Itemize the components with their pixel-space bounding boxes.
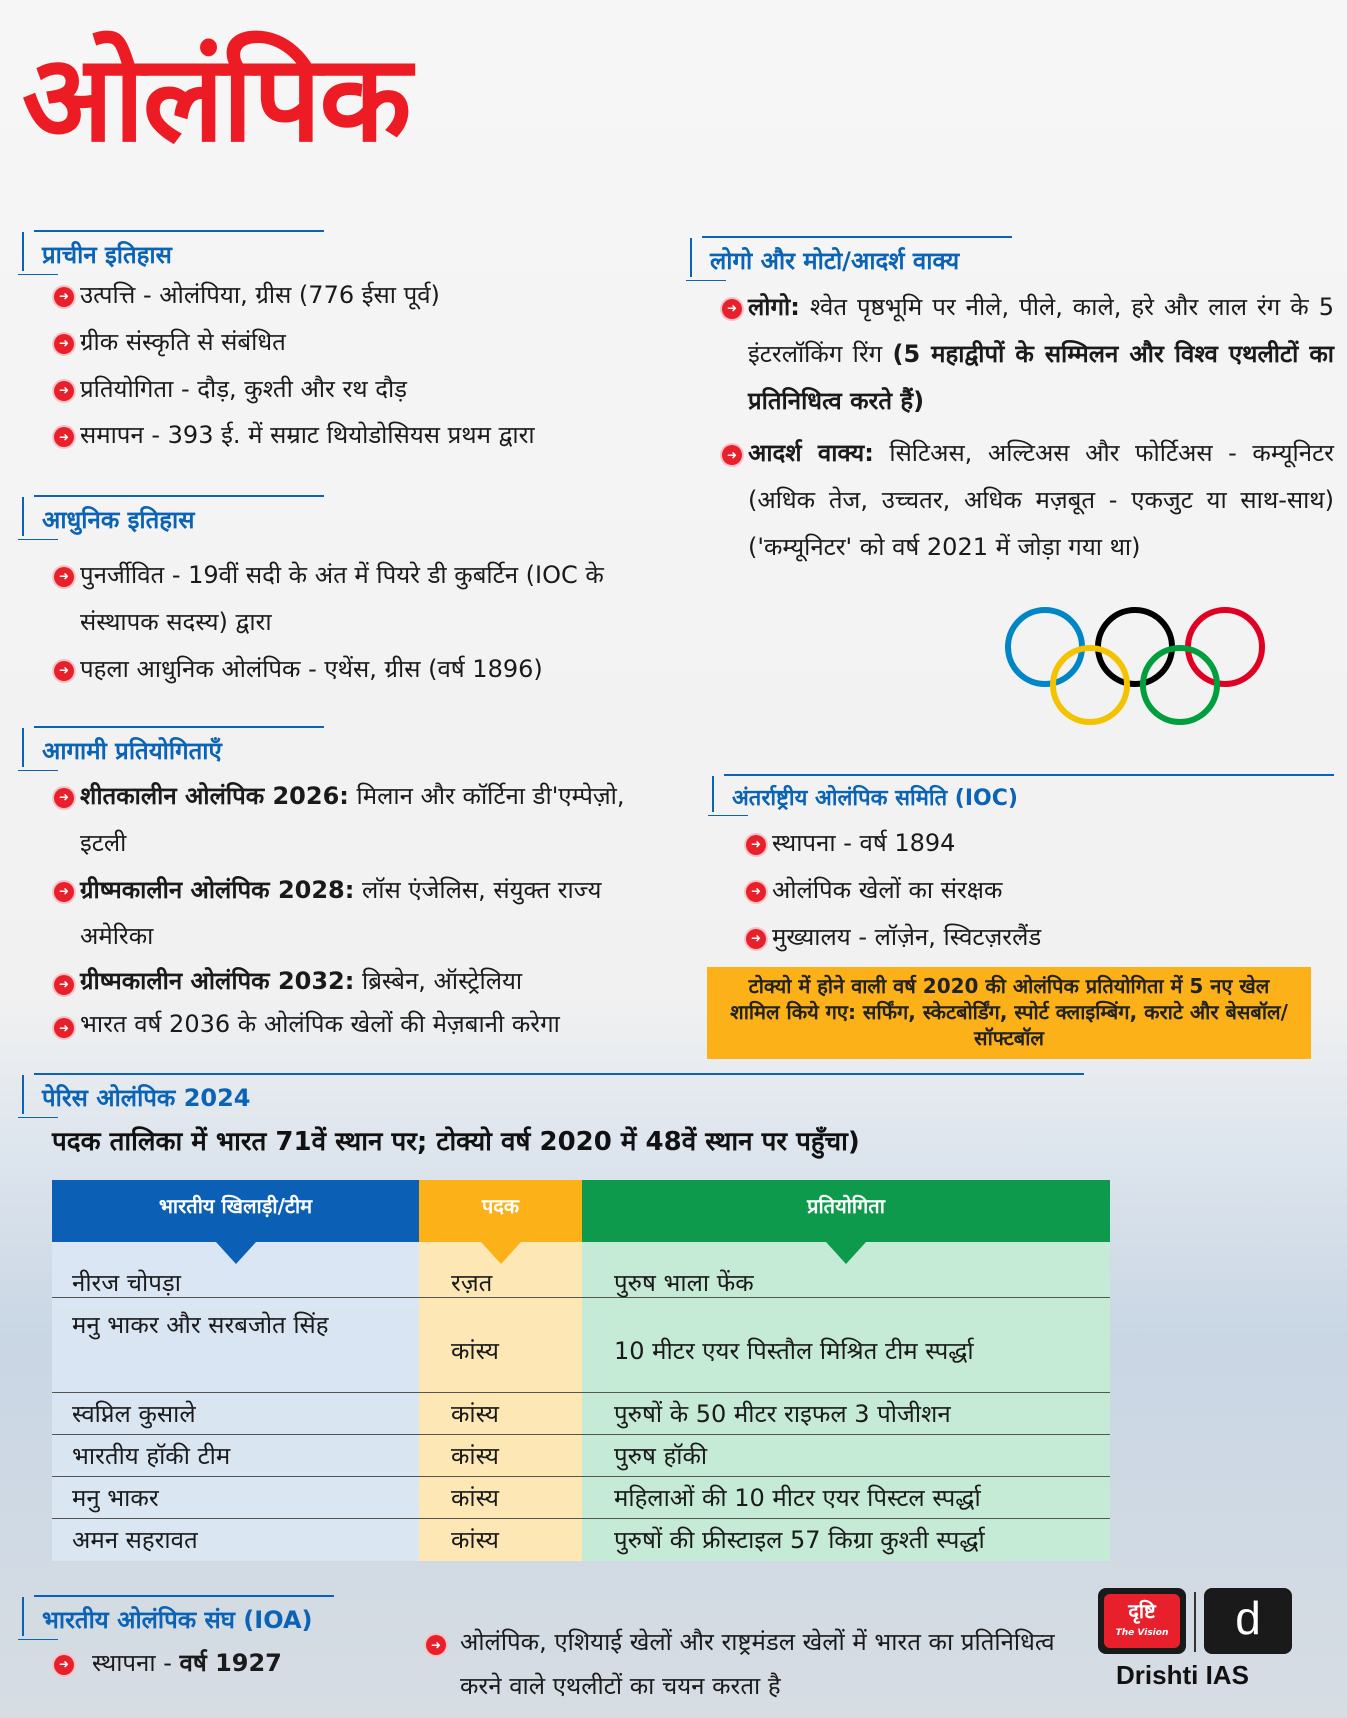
ioa-heading: भारतीय ओलंपिक संघ (IOA): [22, 1597, 313, 1636]
table-cell: नीरज चोपड़ा: [52, 1242, 419, 1297]
drishti-logo: [1098, 1588, 1318, 1696]
table-cell: कांस्य: [419, 1477, 582, 1518]
column-header-athlete: भारतीय खिलाड़ी/टीम: [52, 1180, 419, 1242]
list-item: ➜ ओलंपिक खेलों का संरक्षक: [746, 867, 1306, 914]
table-row: [52, 1435, 1110, 1477]
upcoming-list: [54, 773, 674, 1047]
ring-green: [1143, 648, 1217, 722]
arrow-bullet-icon: ➜: [722, 445, 742, 465]
table-cell: अमन सहरावत: [52, 1519, 419, 1561]
list-item: ➜ उत्पत्ति - ओलंपिया, ग्रीस (776 ईसा पूर्व): [54, 272, 674, 319]
list-item: ➜ प्रतियोगिता - दौड़, कुश्ती और रथ दौड़: [54, 366, 674, 413]
arrow-bullet-icon: ➜: [722, 299, 742, 319]
table-cell: कांस्य: [419, 1298, 582, 1392]
ioc-list: [746, 820, 1306, 960]
table-cell: महिलाओं की 10 मीटर एयर पिस्टल स्पर्द्धा: [582, 1477, 1110, 1518]
logo-motto-list: [722, 284, 1334, 571]
arrow-bullet-icon: ➜: [54, 661, 74, 681]
list-item: ➜ पुनर्जीवित - 19वीं सदी के अंत में पियरे डी कुबर्टिन (IOC के संस्थापक सदस्य) द्वारा: [54, 552, 664, 646]
list-item: ➜ ग्रीष्मकालीन ओलंपिक 2028: लॉस एंजेलिस, संयुक्त राज्य अमेरिका: [54, 867, 674, 961]
list-item: ➜ ग्रीक संस्कृति से संबंधित: [54, 319, 674, 366]
table-cell: पुरुष हॉकी: [582, 1435, 1110, 1476]
page-title: ओलंपिक: [22, 30, 410, 169]
table-cell: मनु भाकर और सरबजोत सिंह: [52, 1298, 419, 1392]
arrow-bullet-icon: ➜: [746, 835, 766, 855]
list-item: ➜ पहला आधुनिक ओलंपिक - एथेंस, ग्रीस (वर्ष 1896): [54, 646, 664, 693]
arrow-bullet-icon: ➜: [54, 882, 74, 902]
table-cell: 10 मीटर एयर पिस्तौल मिश्रित टीम स्पर्द्धा: [582, 1298, 1110, 1392]
table-cell: कांस्य: [419, 1435, 582, 1476]
table-cell: भारतीय हॉकी टीम: [52, 1435, 419, 1476]
column-header-medal: पदक: [419, 1180, 582, 1242]
arrow-bullet-icon: ➜: [54, 1655, 74, 1675]
ancient-history-list: [54, 272, 674, 459]
ioa-founded: [54, 1640, 414, 1687]
paris-heading: पेरिस ओलंपिक 2024: [22, 1075, 251, 1114]
ancient-history-heading: प्राचीन इतिहास: [22, 232, 172, 271]
arrow-bullet-icon: ➜: [54, 334, 74, 354]
table-header: [52, 1180, 1110, 1242]
arrow-bullet-icon: ➜: [54, 427, 74, 447]
upcoming-heading: आगामी प्रतियोगिताएँ: [22, 728, 222, 767]
table-cell: पुरुषों के 50 मीटर राइफल 3 पोजीशन: [582, 1393, 1110, 1434]
list-item: ➜ शीतकालीन ओलंपिक 2026: मिलान और कॉर्टिना डी'एम्पेज़ो, इटली: [54, 773, 674, 867]
arrow-bullet-icon: ➜: [426, 1635, 446, 1655]
list-item: ➜ ओलंपिक, एशियाई खेलों और राष्ट्रमंडल खेलों में भारत का प्रतिनिधित्व करने वाले एथलीटों का चयन करता है: [426, 1620, 1056, 1709]
ioc-heading: अंतर्राष्ट्रीय ओलंपिक समिति (IOC): [712, 776, 1018, 812]
list-item: ➜ स्थापना - वर्ष 1927: [54, 1640, 414, 1687]
table-cell: स्वप्निल कुसाले: [52, 1393, 419, 1434]
logo-motto-heading: लोगो और मोटो/आदर्श वाक्य: [690, 238, 959, 277]
arrow-bullet-icon: ➜: [54, 567, 74, 587]
medal-table: [52, 1180, 1110, 1561]
modern-history-list: [54, 552, 664, 692]
brand-name: Drishti IAS: [1116, 1660, 1249, 1690]
table-cell: रज़त: [419, 1242, 582, 1297]
arrow-bullet-icon: ➜: [54, 975, 74, 995]
pointer-arrow-icon: [216, 1242, 256, 1264]
ring-blue: [1008, 610, 1082, 684]
arrow-bullet-icon: ➜: [54, 287, 74, 307]
pointer-arrow-icon: [826, 1242, 866, 1264]
ring-black: [1098, 610, 1172, 684]
arrow-bullet-icon: ➜: [54, 381, 74, 401]
list-item: ➜ समापन - 393 ई. में सम्राट थियोडोसियस प्रथम द्वारा: [54, 412, 674, 459]
modern-history-heading: आधुनिक इतिहास: [22, 497, 194, 536]
list-item: ➜ स्थापना - वर्ष 1894: [746, 820, 1306, 867]
table-cell: पुरुष भाला फेंक: [582, 1242, 1110, 1297]
arrow-bullet-icon: ➜: [54, 788, 74, 808]
table-cell: मनु भाकर: [52, 1477, 419, 1518]
paris-subtitle: पदक तालिका में भारत 71वें स्थान पर; टोक्यो वर्ष 2020 में 48वें स्थान पर पहुँचा): [52, 1127, 860, 1157]
table-cell: पुरुषों की फ्रीस्टाइल 57 किग्रा कुश्ती स्पर्द्धा: [582, 1519, 1110, 1561]
ring-red: [1188, 610, 1262, 684]
arrow-bullet-icon: ➜: [746, 882, 766, 902]
arrow-bullet-icon: ➜: [746, 929, 766, 949]
ring-yellow: [1053, 648, 1127, 722]
table-row: [52, 1393, 1110, 1435]
table-row: [52, 1477, 1110, 1519]
ioa-description: [426, 1620, 1056, 1709]
list-item: ➜ मुख्यालय - लॉज़ेन, स्विटज़रलैंड: [746, 914, 1306, 961]
column-header-event: प्रतियोगिता: [582, 1180, 1110, 1242]
list-item: ➜ ग्रीष्मकालीन ओलंपिक 2032: ब्रिस्बेन, ऑस्ट्रेलिया: [54, 960, 674, 1003]
list-item: ➜ लोगो: श्वेत पृष्ठभूमि पर नीले, पीले, काले, हरे और लाल रंग के 5 इंटरलॉकिंग रिंग (5 महाद्वीपों के सम्मिलन और विश्व एथलीटों का प्रतिनिधित्व करते हैं): [722, 284, 1334, 424]
table-row: [52, 1298, 1110, 1393]
tokyo-note-box: टोक्यो में होने वाली वर्ष 2020 की ओलंपिक प्रतियोगिता में 5 नए खेल शामिल किये गए: सर्फिंग, स्केटबोर्डिंग, स्पोर्ट क्लाइम्बिंग, कराटे और बेसबॉल/सॉफ्टबॉल: [707, 967, 1311, 1059]
table-row: [52, 1242, 1110, 1298]
table-cell: कांस्य: [419, 1393, 582, 1434]
list-item: ➜ भारत वर्ष 2036 के ओलंपिक खेलों की मेज़बानी करेगा: [54, 1003, 674, 1046]
table-row: [52, 1519, 1110, 1561]
d-letter-icon: d: [1204, 1588, 1292, 1654]
list-item: ➜ आदर्श वाक्य: सिटिअस, अल्टिअस और फोर्टिअस - कम्यूनिटर (अधिक तेज, उच्चतर, अधिक मज़बूत - एकजुट या साथ-साथ) ('कम्यूनिटर' को वर्ष 2021 में जोड़ा गया था): [722, 430, 1334, 570]
table-cell: कांस्य: [419, 1519, 582, 1561]
arrow-bullet-icon: ➜: [54, 1018, 74, 1038]
olympic-rings-logo: [1000, 605, 1270, 735]
drishti-badge: दृष्टि The Vision: [1098, 1588, 1186, 1654]
pointer-arrow-icon: [481, 1242, 521, 1264]
